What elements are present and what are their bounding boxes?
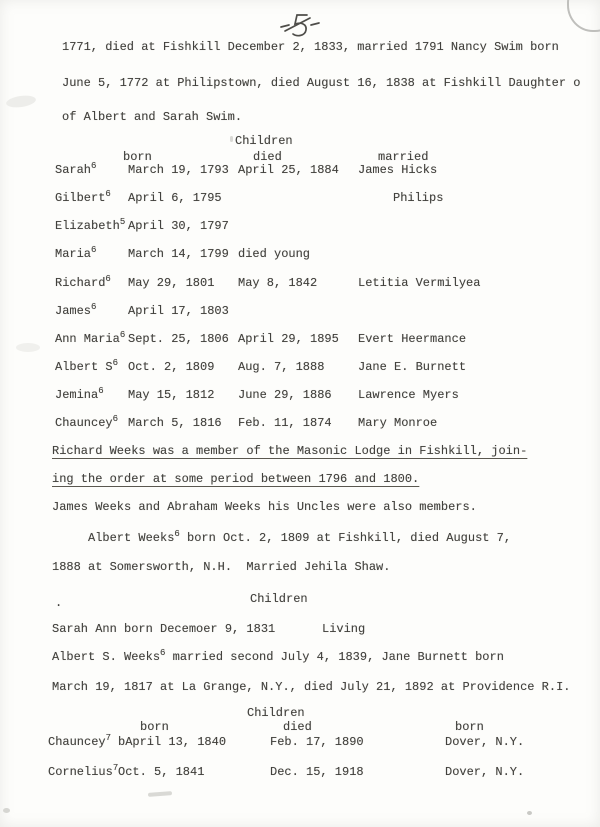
child-name: Gilbert [55, 191, 106, 205]
child-name: Albert S [55, 360, 113, 374]
child-born: March 5, 1816 [128, 416, 222, 430]
child-name: Chauncey [55, 416, 113, 430]
table-row [0, 163, 600, 179]
table3-header-died: died [283, 720, 312, 734]
generation-superscript: 6 [91, 161, 97, 171]
children-table3-title: Children [247, 706, 305, 720]
table-row [0, 765, 600, 781]
albert-paragraph-line-1 [88, 531, 511, 546]
table-row [0, 219, 600, 235]
table3-header-born: born [140, 720, 169, 734]
child-died: April 29, 1895 [238, 332, 339, 346]
scan-smudge [230, 136, 233, 142]
intro-line-1: 1771, died at Fishkill December 2, 1833, married 1791 Nancy Swim born [62, 40, 559, 54]
child-died: April 25, 1884 [238, 163, 339, 177]
child-died: Feb. 17, 1890 [270, 735, 364, 749]
albert-second-marriage-line [52, 650, 504, 665]
albert-paragraph-line-2: 1888 at Somersworth, N.H. Married Jehila Shaw. [52, 560, 391, 574]
generation-superscript: 6 [105, 189, 111, 199]
child-name: Maria [55, 247, 92, 261]
albert-s-name: Albert S. Weeks [52, 650, 161, 664]
generation-superscript: 6 [119, 330, 126, 340]
generation-superscript: 5 [119, 217, 126, 227]
table3-header-born-place: born [455, 720, 484, 734]
child-name: Jemina [55, 388, 99, 402]
generation-superscript: 6 [98, 386, 104, 396]
uncles-note-line: James Weeks and Abraham Weeks his Uncles were also members. [52, 500, 477, 514]
table-row [0, 360, 600, 376]
child-name: Ann Maria [55, 332, 120, 346]
handwritten-page-number [277, 10, 323, 42]
child-died: June 29, 1886 [238, 388, 332, 402]
child-married: James Hicks [358, 163, 438, 177]
child-born: March 19, 1793 [128, 163, 229, 177]
children-section2-title: Children [250, 592, 308, 606]
child-born: Oct. 5, 1841 [118, 765, 205, 779]
table-row [0, 388, 600, 404]
albert-s-details: married second July 4, 1839, Jane Burnett born [165, 650, 504, 664]
pencil-circle-mark [567, 0, 600, 32]
children-table1-title: Children [235, 134, 293, 148]
table1-header-born: born [123, 150, 152, 164]
child-born: bApril 13, 1840 [118, 735, 227, 749]
generation-superscript: 7 [105, 733, 112, 743]
table1-header-married: married [378, 150, 429, 164]
generation-superscript: 6 [91, 245, 97, 255]
generation-superscript: 6 [174, 529, 180, 539]
table-row [0, 247, 600, 263]
child-name: Cornelius [48, 765, 113, 779]
albert-details: born Oct. 2, 1809 at Fishkill, died August 7, [179, 531, 512, 545]
intro-line-2: June 5, 1772 at Philipstown, died August 16, 1838 at Fishkill Daughter o [62, 76, 581, 90]
scan-smudge [3, 808, 10, 813]
generation-superscript: 6 [91, 302, 97, 312]
child-born: April 6, 1795 [128, 191, 222, 205]
child-born: Sept. 25, 1806 [128, 332, 229, 346]
child-married: Evert Heermance [358, 332, 467, 346]
child-died: May 8, 1842 [238, 276, 318, 290]
child-name: Elizabeth [55, 219, 120, 233]
masonic-note-line-2: ing the order at some period between 1796 and 1800. [52, 472, 420, 486]
child-birthplace: Dover, N.Y. [445, 765, 525, 779]
child-married: Lawrence Myers [358, 388, 459, 402]
sarah-ann-line: Sarah Ann born Decemoer 9, 1831 [52, 622, 276, 636]
generation-superscript: 7 [112, 763, 119, 773]
albert-name: Albert Weeks [88, 531, 175, 545]
generation-superscript: 6 [112, 358, 119, 368]
table-row [0, 332, 600, 348]
masonic-note-line-1: Richard Weeks was a member of the Masonic Lodge in Fishkill, join- [52, 444, 528, 458]
child-born: Oct. 2, 1809 [128, 360, 215, 374]
child-died: Dec. 15, 1918 [270, 765, 364, 779]
child-married: Philips [393, 191, 444, 205]
child-married: Letitia Vermilyea [358, 276, 481, 290]
table-row [0, 304, 600, 320]
generation-superscript: 6 [112, 414, 119, 424]
child-born: May 15, 1812 [128, 388, 215, 402]
child-name: Sarah [55, 163, 92, 177]
jane-burnett-line: March 19, 1817 at La Grange, N.Y., died July 21, 1892 at Providence R.I. [52, 680, 571, 694]
generation-superscript: 6 [105, 274, 111, 284]
stray-period-mark: . [55, 596, 63, 610]
child-name: James [55, 304, 92, 318]
children-table3-header-row [0, 720, 600, 736]
child-name: Chauncey [48, 735, 106, 749]
table-row [0, 191, 600, 207]
table-row [0, 735, 600, 751]
child-birthplace: Dover, N.Y. [445, 735, 525, 749]
child-born: May 29, 1801 [128, 276, 215, 290]
child-married: Mary Monroe [358, 416, 438, 430]
child-died: Feb. 11, 1874 [238, 416, 332, 430]
generation-superscript: 6 [160, 648, 166, 658]
sarah-ann-status: Living [322, 622, 366, 636]
table-row [0, 276, 600, 292]
intro-line-3: of Albert and Sarah Swim. [62, 110, 243, 124]
child-died: Aug. 7, 1888 [238, 360, 325, 374]
child-born: March 14, 1799 [128, 247, 229, 261]
scan-smudge [148, 791, 172, 797]
table1-header-died: died [253, 150, 282, 164]
child-name: Richard [55, 276, 106, 290]
child-died: died young [238, 247, 311, 261]
child-born: April 17, 1803 [128, 304, 229, 318]
scan-smudge [16, 343, 40, 352]
child-married: Jane E. Burnett [358, 360, 467, 374]
scan-smudge [5, 94, 36, 109]
child-born: April 30, 1797 [128, 219, 229, 233]
table-row [0, 416, 600, 432]
scan-smudge [527, 811, 532, 815]
